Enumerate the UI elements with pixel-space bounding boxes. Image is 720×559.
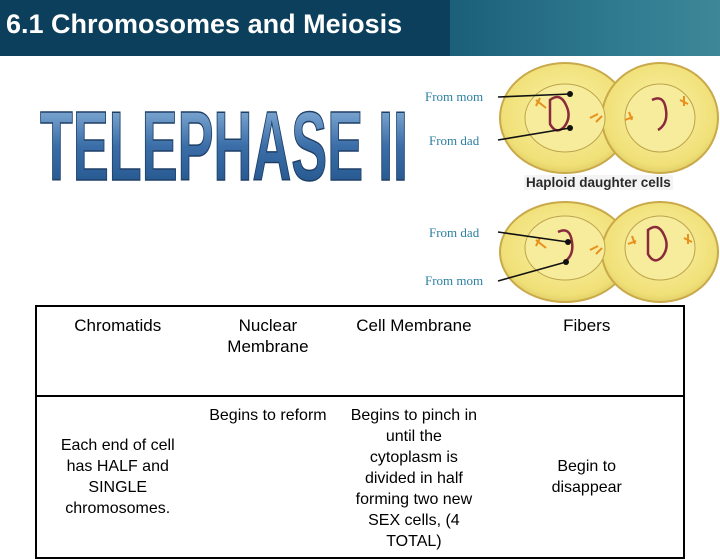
label-from-dad-bottom: From dad bbox=[429, 225, 480, 240]
slide-title bbox=[40, 88, 410, 208]
cell-nuclear-membrane: Begins to reform bbox=[209, 407, 327, 424]
header-fibers: Fibers bbox=[563, 316, 611, 335]
header-nuclear-membrane: Nuclear Membrane bbox=[227, 316, 309, 356]
header-title: 6.1 Chromosomes and Meiosis bbox=[6, 9, 403, 39]
header-chromatids: Chromatids bbox=[74, 316, 162, 335]
top-cell-pair bbox=[500, 63, 718, 173]
table-row bbox=[36, 396, 684, 558]
table-header-row bbox=[36, 306, 684, 396]
cell-cell-membrane: Begins to pinch in until the cytoplasm is divided in half forming two new SEX cells, (4 TOTAL) bbox=[350, 406, 478, 550]
header-bar bbox=[0, 0, 720, 56]
bottom-cell-pair bbox=[500, 202, 718, 302]
label-from-mom-top: From mom bbox=[425, 89, 484, 104]
cell-chromatids: Each end of cell has HALF and SINGLE chromosomes. bbox=[60, 437, 175, 517]
header-cell-membrane: Cell Membrane bbox=[356, 316, 472, 335]
diagram-caption: Haploid daughter cells bbox=[526, 175, 671, 190]
cell-fibers: Begin to disappear bbox=[551, 458, 622, 496]
slide-title-text: TELEPHASE II bbox=[40, 91, 408, 201]
label-from-mom-bottom: From mom bbox=[425, 273, 484, 288]
label-from-dad-top: From dad bbox=[429, 133, 480, 148]
header-decoration bbox=[450, 0, 720, 56]
phase-table bbox=[35, 305, 685, 559]
